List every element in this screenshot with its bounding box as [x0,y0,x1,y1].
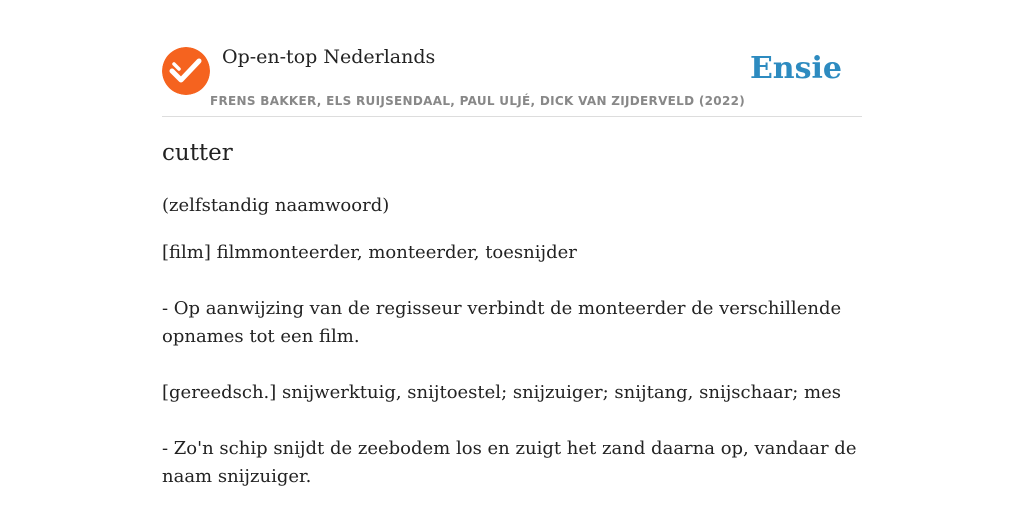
sense-example: - Zo'n schip snijdt de zeebodem los en zuigt het zand daarna op, vandaar de naam snijzuiger. [162,438,857,487]
checkmark-logo-icon [162,47,210,95]
sense-definition: [gereedsch.] snijwerktuig, snijtoestel; snijzuiger; snijtang, snijschaar; mes [162,382,841,403]
part-of-speech: (zelfstandig naamwoord) [162,195,390,216]
sense-example: - Op aanwijzing van de regisseur verbindt de monteerder de verschillende opnames tot een film. [162,298,842,347]
headword: cutter [162,140,233,166]
dictionary-header [162,0,862,117]
dictionary-authors: FRENS BAKKER, ELS RUIJSENDAAL, PAUL ULJÉ, DICK VAN ZIJDERVELD (2022) [210,94,746,108]
sense-definition: [film] filmmonteerder, monteerder, toesnijder [162,242,577,263]
ensie-brand-logo[interactable]: Ensie [749,51,842,86]
dictionary-title[interactable]: Op-en-top Nederlands [222,46,436,68]
entry-card [162,0,862,512]
